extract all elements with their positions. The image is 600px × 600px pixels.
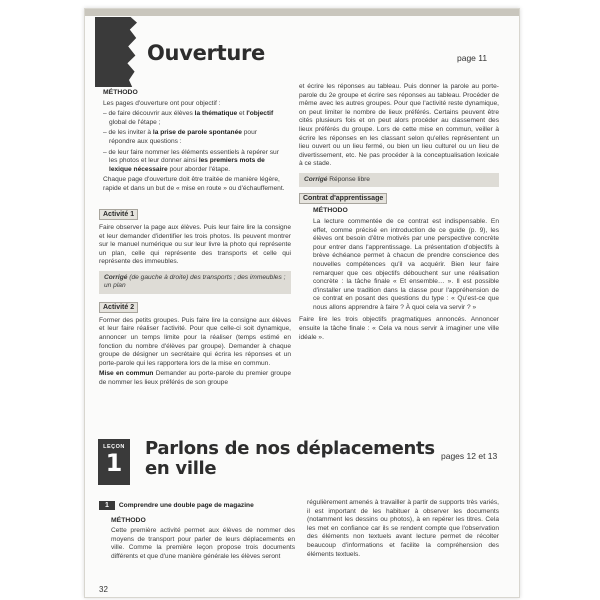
page-number: 32 [99, 585, 108, 594]
lecon-badge: LEÇON 1 [98, 439, 130, 485]
ouverture-page-ref: page 11 [457, 53, 488, 63]
lecon-title: Parlons de nos déplacements en ville [145, 438, 435, 479]
activite-1-tag: Activité 1 [99, 209, 138, 220]
ouverture-bullet-3: – de leur faire nommer les éléments essentiels à repérer sur les photos et leur donner ainsi les premiers mots de lexique nécessaire pour aborder l'étape. [103, 148, 279, 173]
mise-en-commun-text: Mise en commun Demander au porte-parole du premier groupe de nommer les lieux préférés de son groupe [99, 370, 291, 386]
lecon-left-text: Cette première activité permet aux élèves de nommer des moyens de transport pour parler de leurs déplacements en ville. Comme la première leçon propose trois documents différents et que d'une manière générale les élèves seront [111, 527, 295, 560]
ouverture-title: Ouverture [147, 41, 265, 65]
ouverture-close: Chaque page d'ouverture doit être traitée de manière légère, rapide et dans un but de « mise en route » ou d'échauffement. [103, 176, 285, 192]
contrat-close: Faire lire les trois objectifs pragmatiques annoncés. Annoncer ensuite la tâche finale : « Cela va nous servir à imaginer une ville idéale ». [299, 316, 499, 341]
corrige-2-box: Corrigé Réponse libre [299, 173, 499, 187]
contrat-methodo-label: MÉTHODO [313, 207, 348, 215]
lecon-right-text: régulièrement amenés à travailler à partir de supports très variés, il est important de les habituer à observer les documents (notamment les dessins ou photos), à en repérer les titres. Cela les met en confiance car ils se rendent compte que l'observation des éléments non textuels avant lecture permet de récolter beaucoup d'informations et facilite la compréhension des éléments textuels. [307, 499, 499, 558]
lecon-right-column [307, 499, 499, 561]
lecon-page-ref: pages 12 et 13 [441, 451, 498, 461]
section-banner [95, 17, 123, 87]
mise-en-commun-continued: et écrire les réponses au tableau. Puis donner la parole au porte-parole du 2e groupe et écrire ses réponses au tableau. Procéder de même avec les autres groupes. Pour que l'activité reste dynamique, on peut limiter le nombre de lieux préférés. Certains peuvent être cités plusieurs fois et on peut alors procéder au classement des lieux préférés du groupe. Lors de cette mise en commun, veiller à écrire les réponses en les classant selon qu'elles représentent un lieu ouvert ou un lieu fermé, ou bien un lieu culturel ou un lieu de divertissement, etc. Ne pas procéder à la conceptualisation lexicale à ce stade. [299, 83, 499, 168]
ouverture-bullet-2: – de les inviter à la prise de parole spontanée pour répondre aux questions : [103, 129, 257, 145]
ouverture-left-column [103, 89, 285, 196]
section-title: Comprendre une double page de magazine [118, 502, 254, 509]
lecon-methodo-label: MÉTHODO [111, 516, 146, 524]
ouverture-bullet-1: – de faire découvrir aux élèves la thématique et l'objectif global de l'étape ; [103, 110, 274, 126]
contrat-tag: Contrat d'apprentissage [299, 193, 387, 204]
corrige-1-box: Corrigé (de gauche à droite) des transports ; des immeubles ; un plan [99, 271, 291, 294]
activite-1-text: Faire observer la page aux élèves. Puis leur faire lire la consigne et leur demander d'identifier les trois photos. Ils peuvent montrer sur le manuel numérique ou sur leur livre la photo qui représente un plan, celle qui représente des transports et celle qui représente des immeubles. [99, 224, 291, 266]
ouverture-intro: Les pages d'ouverture ont pour objectif : [103, 99, 221, 107]
lecon-section-header [99, 501, 295, 511]
top-band [85, 9, 519, 16]
activite-2-tag: Activité 2 [99, 302, 138, 313]
book-page [84, 8, 520, 598]
lecon-left-column [99, 501, 295, 564]
contrat-text: La lecture commentée de ce contrat est indispensable. En effet, comme précisé en introduction de ce guide (p. 9), les élèves ont besoin d'être motivés par une perspective concrète pour entrer dans l'apprentissage. La présentation d'objectifs à brève échéance permet à chacun de prendre conscience des nouvelles compétences qu'il va acquérir. Bien leur faire remarquer que ces objectifs débouchent sur une réalisation concrète : la tâche finale « Et ensemble… ». Il est possible d'installer une tradition dans la classe pour l'appréhension de ce contrat en posant des questions du type : « Qu'est-ce que nous allons apprendre à faire ? À quoi cela va servir ? » [313, 217, 499, 311]
banner-torn-edge [121, 17, 137, 87]
activite-column [99, 209, 291, 390]
contrat-methodo-block [299, 207, 499, 312]
methodo-label: MÉTHODO [103, 89, 138, 96]
section-number-badge: 1 [99, 501, 115, 510]
activite-2-text: Former des petits groupes. Puis faire lire la consigne aux élèves et leur faire réaliser l'activité. Pour que celle-ci soit dynamique, annoncer un temps limite pour la réaliser (temps estimé en fonction du nombre d'élèves par groupe). Demander à chaque groupe de désigner un secrétaire qui écrira les réponses et un porte-parole qui les rapportera lors de la mise en commun. [99, 316, 291, 367]
ouverture-right-column [299, 83, 499, 344]
